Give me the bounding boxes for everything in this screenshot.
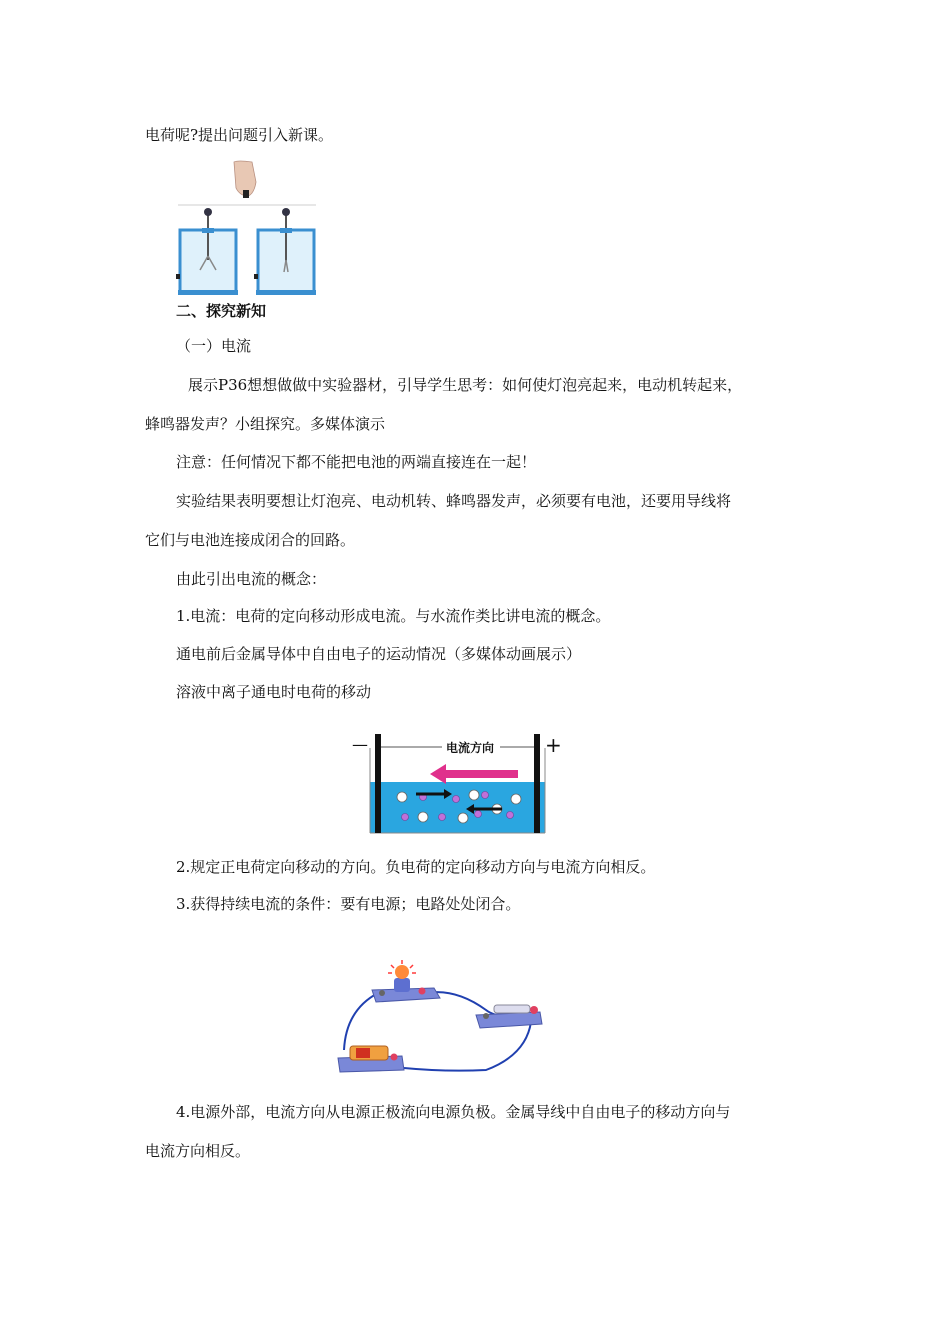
electroscope-figure [176,160,318,298]
paragraph-2-line-2: 它们与电池连接成闭合的回路。 [145,531,356,549]
minus-sign: — [352,735,368,754]
intro-end: 电荷呢?提出问题引入新课。 [145,126,334,144]
paragraph-1-line-1: 展示P36想想做做中实验器材，引导学生思考：如何使灯泡亮起来，电动机转起来， [188,376,743,394]
plus-sign: + [545,733,562,757]
item-4-line-2: 电流方向相反。 [145,1142,251,1160]
item-4-line-1: 4.电源外部，电流方向从电源正极流向电源负极。金属导线中自由电子的移动方向与 [176,1103,731,1121]
current-direction-label: 电流方向 [446,741,495,755]
item-1: 1.电流：电荷的定向移动形成电流。与水流作类比讲电流的概念。 [176,607,611,625]
solution-current-figure [350,730,565,835]
paragraph-1-line-2: 蜂鸣器发声？小组探究。多媒体演示 [145,415,386,433]
paragraph-3: 由此引出电流的概念： [176,570,327,588]
circuit-figure [336,960,546,1075]
paragraph-2-line-1: 实验结果表明要想让灯泡亮、电动机转、蜂鸣器发声，必须要有电池，还要用导线将 [176,492,732,510]
subsection-heading: （一）电流 [176,337,252,355]
item-2: 2.规定正电荷定向移动的方向。负电荷的定向移动方向与电流方向相反。 [176,858,656,876]
item-1-sub-2: 溶液中离子通电时电荷的移动 [176,683,372,701]
item-3: 3.获得持续电流的条件：要有电源；电路处处闭合。 [176,895,521,913]
item-1-sub-1: 通电前后金属导体中自由电子的运动情况（多媒体动画展示） [176,645,582,663]
section-heading: 二、探究新知 [176,302,267,320]
note: 注意：任何情况下都不能把电池的两端直接连在一起！ [176,453,537,471]
